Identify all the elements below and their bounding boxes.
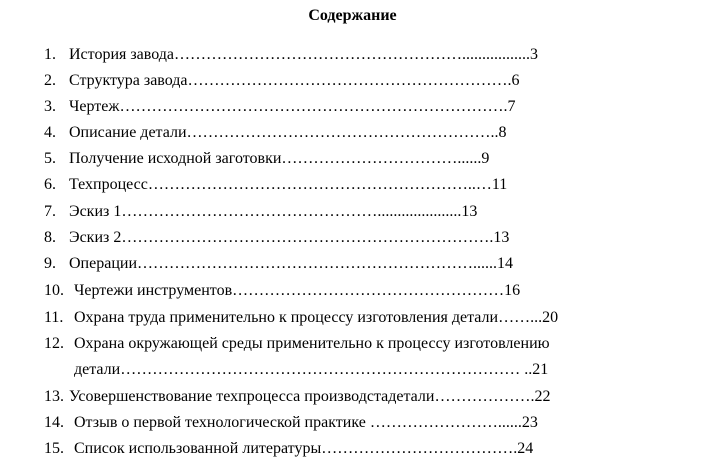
toc-item-text: детали………………………………………………………………… ..21 <box>74 361 549 378</box>
toc-item-3 <box>44 97 515 117</box>
toc-item-text: Получение исходной заготовки……………………………......9 <box>69 150 490 167</box>
toc-item-number: 2. <box>44 72 56 89</box>
toc-item-text: Структура завода…………………………………………………….6 <box>69 72 520 89</box>
toc-item-number: 10. <box>44 282 64 299</box>
toc-item-number: 12. <box>44 335 64 352</box>
toc-item-text: Операции………………………………………………………......14 <box>69 255 514 272</box>
toc-item-text: Охрана труда применительно к процессу изготовления детали……...20 <box>74 309 559 326</box>
toc-item-15 <box>44 439 533 459</box>
document-title: Содержание <box>308 7 397 24</box>
toc-item-1 <box>44 45 538 65</box>
toc-item-text: Чертежи инструментов……………………………………………16 <box>74 282 521 299</box>
toc-item-number: 5. <box>44 150 56 167</box>
toc-item-8 <box>44 228 509 248</box>
toc-item-4 <box>44 123 507 143</box>
toc-item-2 <box>44 71 520 91</box>
toc-item-13 <box>44 387 550 407</box>
toc-item-text: Описание детали…………………………………………………..8 <box>69 124 507 141</box>
toc-item-10 <box>44 281 520 301</box>
toc-item-number: 7. <box>44 203 56 220</box>
toc-item-text: Техпроцесс……………………………………………………..…11 <box>69 176 508 193</box>
toc-item-number: 1. <box>44 46 56 63</box>
toc-item-text: Список использованной литературы……………………………….24 <box>74 440 534 457</box>
toc-item-text: Отзыв о первой технологической практике ……………………......23 <box>74 414 538 431</box>
toc-item-5 <box>44 149 489 169</box>
toc-item-number: 3. <box>44 98 56 115</box>
toc-item-text: Эскиз 2…………………………………………………………….13 <box>69 229 510 246</box>
toc-item-text: Охрана окружающей среды применительно к процессу изготовлению <box>74 335 550 352</box>
toc-item-number: 4. <box>44 124 56 141</box>
toc-item-6 <box>44 175 507 195</box>
toc-item-14 <box>44 413 538 433</box>
toc-item-11 <box>44 308 558 328</box>
toc-item-text: Эскиз 1………………………………………….....................13 <box>69 203 478 220</box>
toc-item-7 <box>44 202 477 222</box>
toc-item-number: 11. <box>44 309 64 326</box>
toc-item-number: 6. <box>44 176 56 193</box>
toc-item-number: 14. <box>44 414 64 431</box>
toc-item-text: Усовершенствование техпроцесса производстадетали……………….22 <box>69 388 551 405</box>
toc-item-12 <box>44 334 550 354</box>
toc-item-number: 9. <box>44 255 56 272</box>
toc-item-12-continuation <box>74 360 548 380</box>
toc-item-number: 15. <box>44 440 64 457</box>
toc-item-text: История завода……………………………………………….................3 <box>69 46 539 63</box>
toc-item-text: Чертеж……………………………………………………………….7 <box>69 98 516 115</box>
toc-item-number: 8. <box>44 229 56 246</box>
toc-item-number: 13. <box>44 388 64 405</box>
toc-item-9 <box>44 254 513 274</box>
